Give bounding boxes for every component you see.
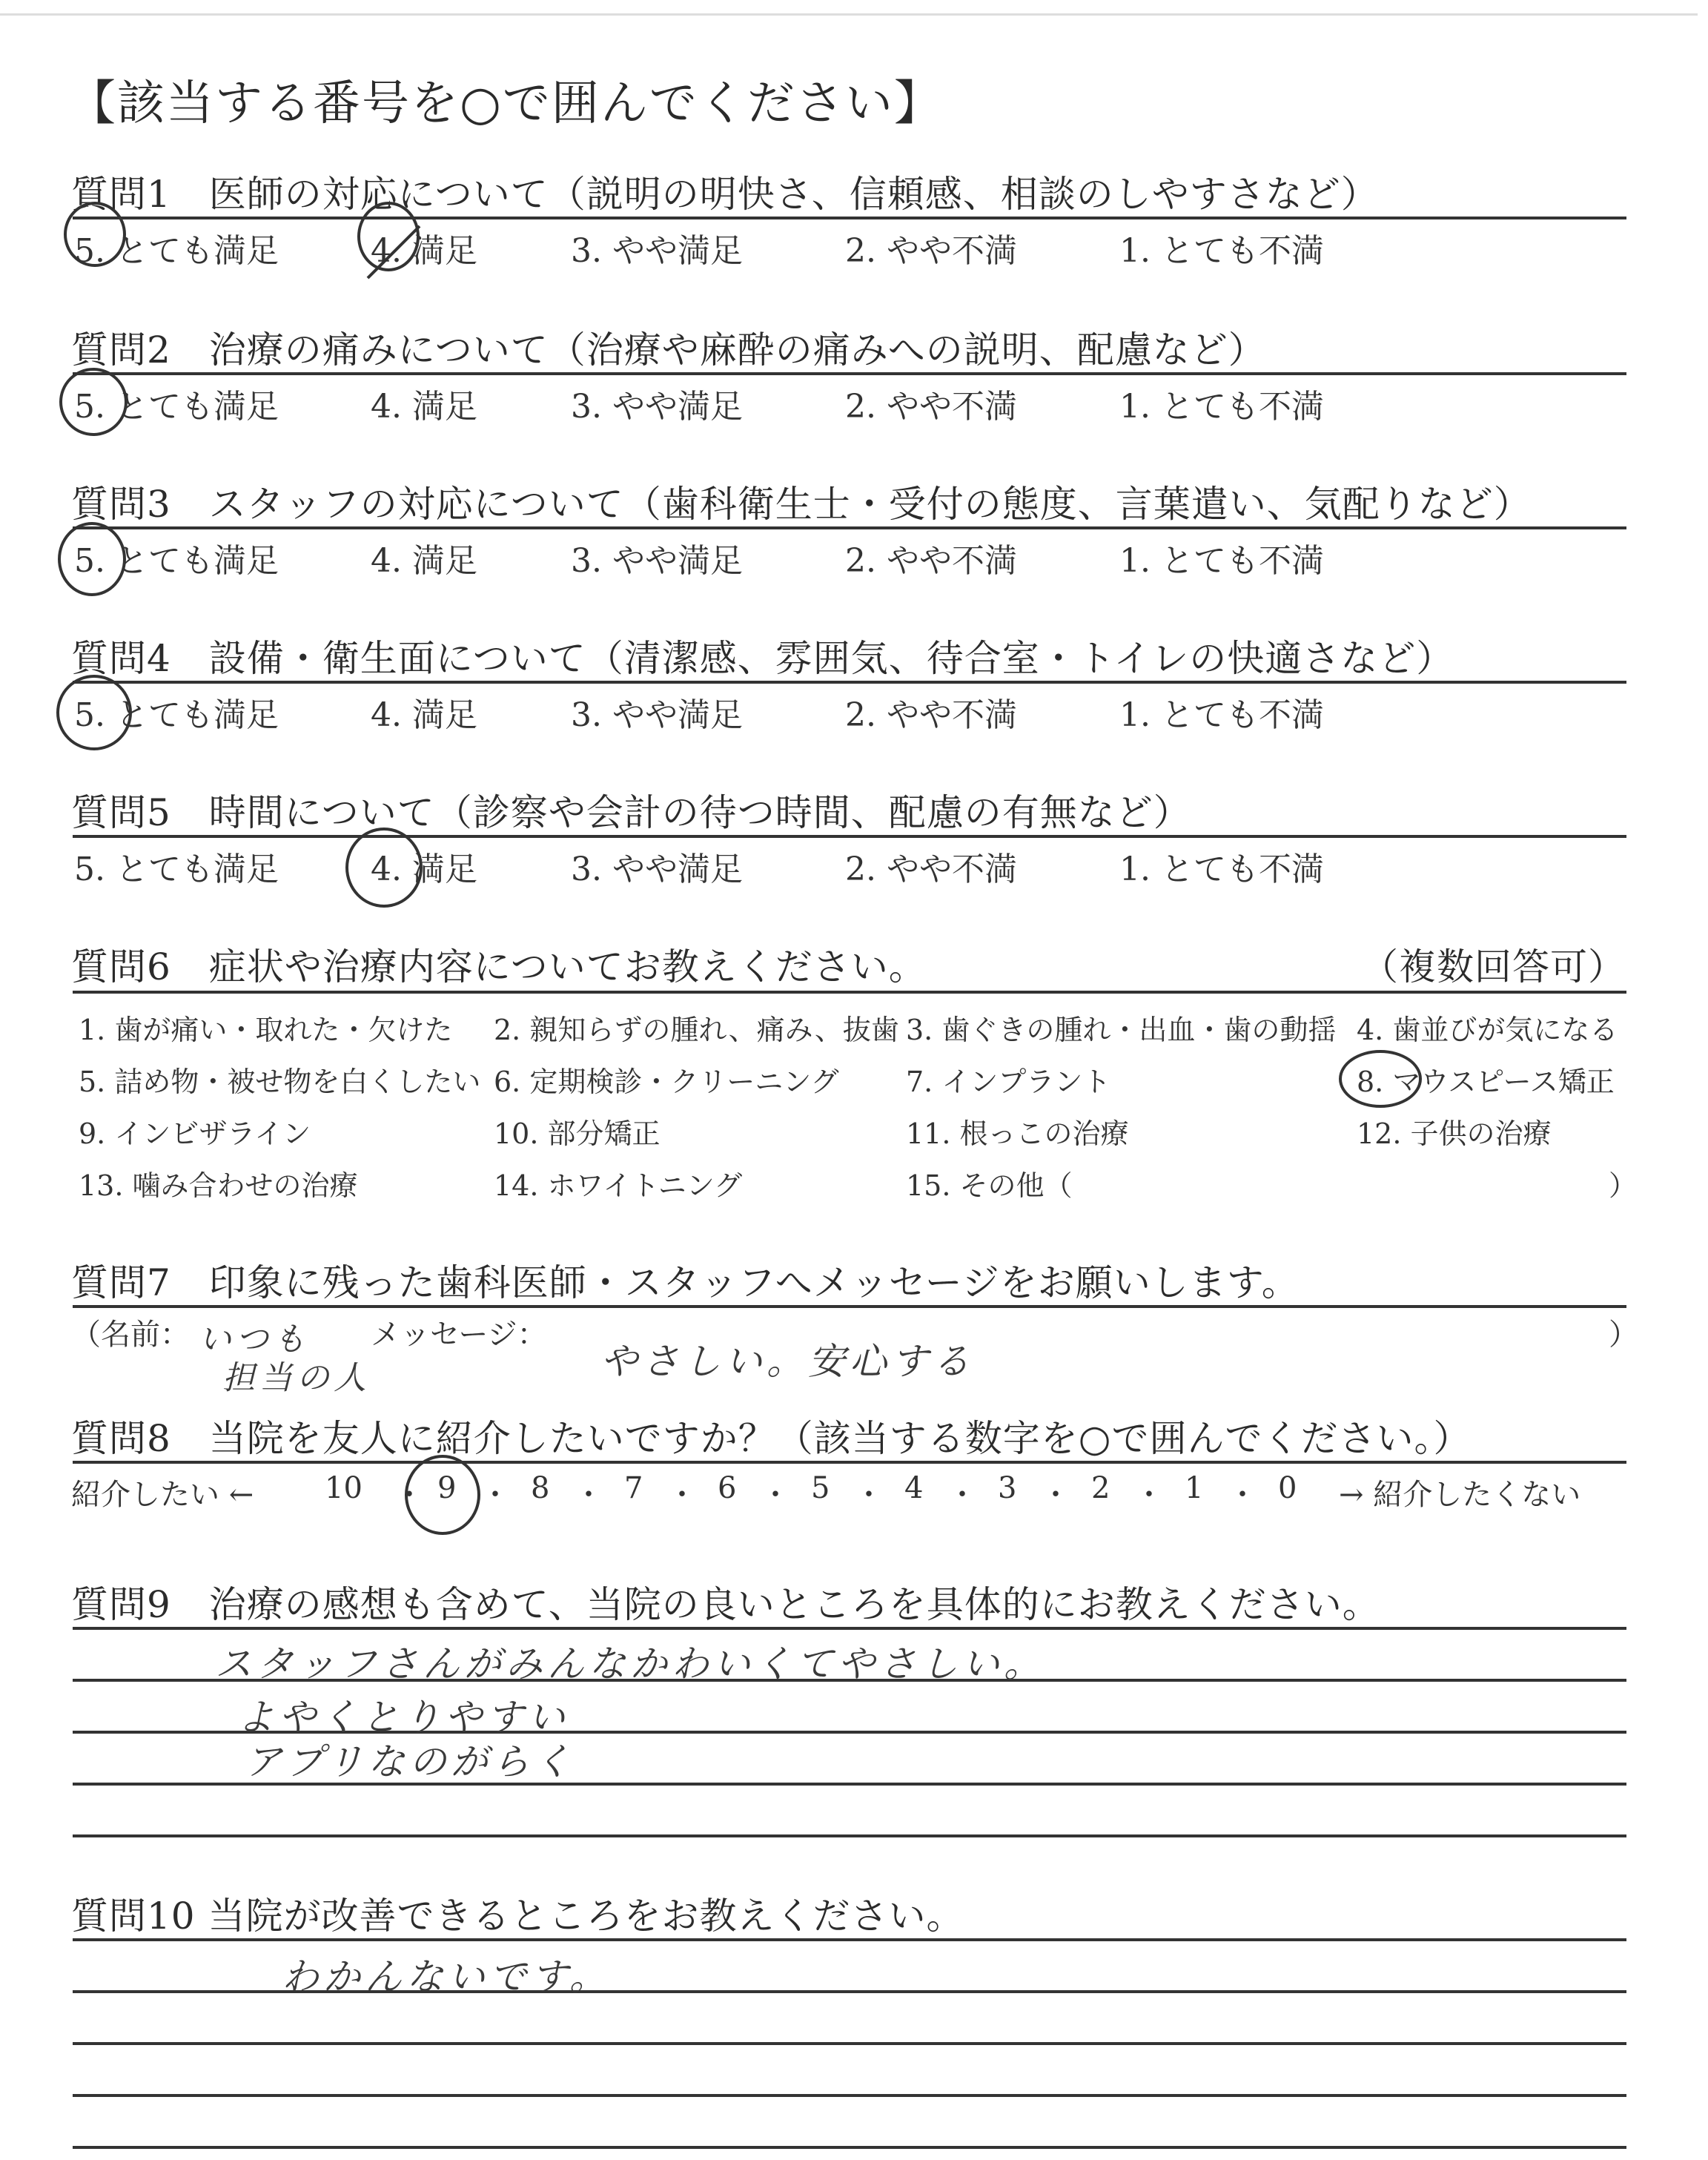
q6-answer-circle [1339,1050,1422,1108]
form-heading: 【該当する番号を○で囲んでください】 [68,76,943,131]
question-8-title: 質問8 当院を友人に紹介したいですか？（該当する数字を○で囲んでください。） [71,1417,1472,1460]
scan-top-edge [0,13,1698,16]
q1-answer-circle-5 [64,202,126,267]
q1-option-3[interactable]: 3. やや満足 [571,232,743,270]
q1-option-5[interactable]: 5. とても満足 [74,232,279,270]
q5-answer-circle [345,828,423,908]
q8-scale-5[interactable]: 5 [811,1471,830,1505]
q6-item-3[interactable]: 3. 歯ぐきの腫れ・出血・歯の動揺 [906,1014,1337,1046]
q6-item-6[interactable]: 6. 定期検診・クリーニング [494,1066,839,1098]
q4-option-5[interactable]: 5. とても満足 [74,696,279,734]
q1-option-4[interactable]: 4. 満足 [371,232,477,270]
q6-item-1[interactable]: 1. 歯が痛い・取れた・欠けた [79,1014,453,1046]
q3-option-3[interactable]: 3. やや満足 [571,542,743,580]
q6-item-5[interactable]: 5. 詰め物・被せ物を白くしたい [79,1066,481,1098]
q6-item-8[interactable]: 8. マウスピース矯正 [1357,1066,1615,1098]
q6-item-15-close: ） [1609,1169,1638,1202]
q8-scale-10[interactable]: 10 [325,1471,363,1505]
question-10-rule-5 [73,2146,1626,2149]
question-9-rule-5 [73,1834,1626,1837]
q7-name-label: （名前： [71,1318,190,1352]
q2-option-5[interactable]: 5. とても満足 [74,388,279,426]
question-4-title: 質問4 設備・衛生面について（清潔感、雰囲気、待合室・トイレの快適さなど） [71,637,1454,680]
q9-handwriting-line-3: アプリなのがらく [245,1740,575,1783]
q2-answer-circle [59,368,128,436]
question-6-rule [73,991,1626,994]
q2-option-2[interactable]: 2. やや不満 [845,388,1017,426]
question-7-title: 質問7 印象に残った歯科医師・スタッフへメッセージをお願いします。 [71,1261,1300,1304]
question-10-title: 質問10 当院が改善できるところをお教えください。 [71,1895,964,1938]
q1-answer-slash-mark [360,222,427,282]
q3-option-4[interactable]: 4. 満足 [371,542,477,580]
q8-scale-9[interactable]: 9 [437,1471,457,1505]
question-7-rule [73,1305,1626,1308]
q8-scale-dot: ・ [1228,1478,1257,1512]
q6-item-4[interactable]: 4. 歯並びが気になる [1357,1014,1618,1046]
q5-option-1[interactable]: 1. とても不満 [1119,851,1324,888]
q8-scale-right-label: → 紹介したくない [1339,1478,1581,1512]
q3-option-5[interactable]: 5. とても満足 [74,542,279,580]
q5-option-4[interactable]: 4. 満足 [371,851,477,888]
question-10-rule-1 [73,1938,1626,1941]
q3-answer-circle [58,522,126,596]
question-10-rule-3 [73,2042,1626,2045]
q5-option-5[interactable]: 5. とても満足 [74,851,279,888]
q8-scale-dot: ・ [1041,1478,1070,1512]
q2-option-3[interactable]: 3. やや満足 [571,388,743,426]
q4-option-3[interactable]: 3. やや満足 [571,696,743,734]
question-3-rule [73,526,1626,529]
q4-option-2[interactable]: 2. やや不満 [845,696,1017,734]
q6-item-7[interactable]: 7. インプラント [906,1066,1111,1098]
question-2-rule [73,372,1626,375]
q8-scale-0[interactable]: 0 [1278,1471,1297,1505]
q8-scale-7[interactable]: 7 [624,1471,643,1505]
q8-scale-dot: ・ [761,1478,790,1512]
question-1-rule [73,217,1626,219]
q6-item-13[interactable]: 13. 噛み合わせの治療 [79,1169,358,1202]
q6-item-15[interactable]: 15. その他（ [906,1169,1073,1202]
question-9-rule-1 [73,1627,1626,1630]
question-4-rule [73,681,1626,684]
question-9-title: 質問9 治療の感想も含めて、当院の良いところを具体的にお教えください。 [71,1583,1380,1626]
q8-scale-1[interactable]: 1 [1185,1471,1204,1505]
q8-scale-dot: ・ [480,1478,510,1512]
q8-scale-2[interactable]: 2 [1091,1471,1110,1505]
q8-scale-dot: ・ [1134,1478,1164,1512]
q9-handwriting-line-1: スタッフさんがみんなかわいくてやさしい。 [215,1642,1045,1685]
q8-scale-dot: ・ [394,1478,424,1512]
q6-item-14[interactable]: 14. ホワイトニング [494,1169,743,1202]
question-5-rule [73,835,1626,838]
question-6-title: 質問6 症状や治療内容についてお教えください。 [71,945,927,988]
q6-item-2[interactable]: 2. 親知らずの腫れ、痛み、抜歯 [494,1014,899,1046]
q2-option-1[interactable]: 1. とても不満 [1119,388,1324,426]
q6-item-11[interactable]: 11. 根っこの治療 [906,1117,1129,1150]
q7-message-label: メッセージ： [371,1318,547,1352]
q8-scale-8[interactable]: 8 [531,1471,550,1505]
question-6-note: （複数回答可） [1361,945,1626,988]
q8-answer-circle [405,1455,480,1535]
q3-option-1[interactable]: 1. とても不満 [1119,542,1324,580]
q8-scale-6[interactable]: 6 [718,1471,737,1505]
q1-option-1[interactable]: 1. とても不満 [1119,232,1324,270]
q7-close-paren: ） [1609,1318,1638,1352]
q8-scale-dot: ・ [574,1478,603,1512]
q5-option-3[interactable]: 3. やや満足 [571,851,743,888]
q4-answer-circle [56,675,132,750]
question-10-rule-4 [73,2094,1626,2097]
q9-handwriting-line-2: よやくとりやすい [237,1696,569,1739]
q8-scale-dot: ・ [854,1478,884,1512]
q1-option-2[interactable]: 2. やや不満 [845,232,1017,270]
question-2-title: 質問2 治療の痛みについて（治療や麻酔の痛みへの説明、配慮など） [71,328,1266,371]
q2-option-4[interactable]: 4. 満足 [371,388,477,426]
question-1-title: 質問1 医師の対応について（説明の明快さ、信頼感、相談のしやすさなど） [71,173,1379,216]
q8-scale-dot: ・ [947,1478,977,1512]
q3-option-2[interactable]: 2. やや不満 [845,542,1017,580]
question-5-title: 質問5 時間について（診察や会計の待つ時間、配慮の有無など） [71,791,1191,834]
q7-message-handwriting: やさしい。安心する [600,1340,974,1383]
q7-name-handwriting-1: いつも [199,1321,310,1358]
question-8-rule [73,1461,1626,1464]
q6-item-12[interactable]: 12. 子供の治療 [1357,1117,1552,1150]
q8-scale-4[interactable]: 4 [904,1471,924,1505]
q10-handwriting-line-1: わかんないです。 [282,1955,611,1998]
q7-name-handwriting-2: 担当の人 [222,1359,371,1397]
q8-scale-dot: ・ [667,1478,697,1512]
q5-option-2[interactable]: 2. やや不満 [845,851,1017,888]
q6-item-9[interactable]: 9. インビザライン [79,1117,311,1150]
q8-scale-left-label: 紹介したい ← [71,1478,254,1512]
q4-option-4[interactable]: 4. 満足 [371,696,477,734]
q8-scale-3[interactable]: 3 [998,1471,1017,1505]
q6-item-10[interactable]: 10. 部分矯正 [494,1117,661,1150]
q4-option-1[interactable]: 1. とても不満 [1119,696,1324,734]
question-3-title: 質問3 スタッフの対応について（歯科衛生士・受付の態度、言葉遣い、気配りなど） [71,483,1532,526]
